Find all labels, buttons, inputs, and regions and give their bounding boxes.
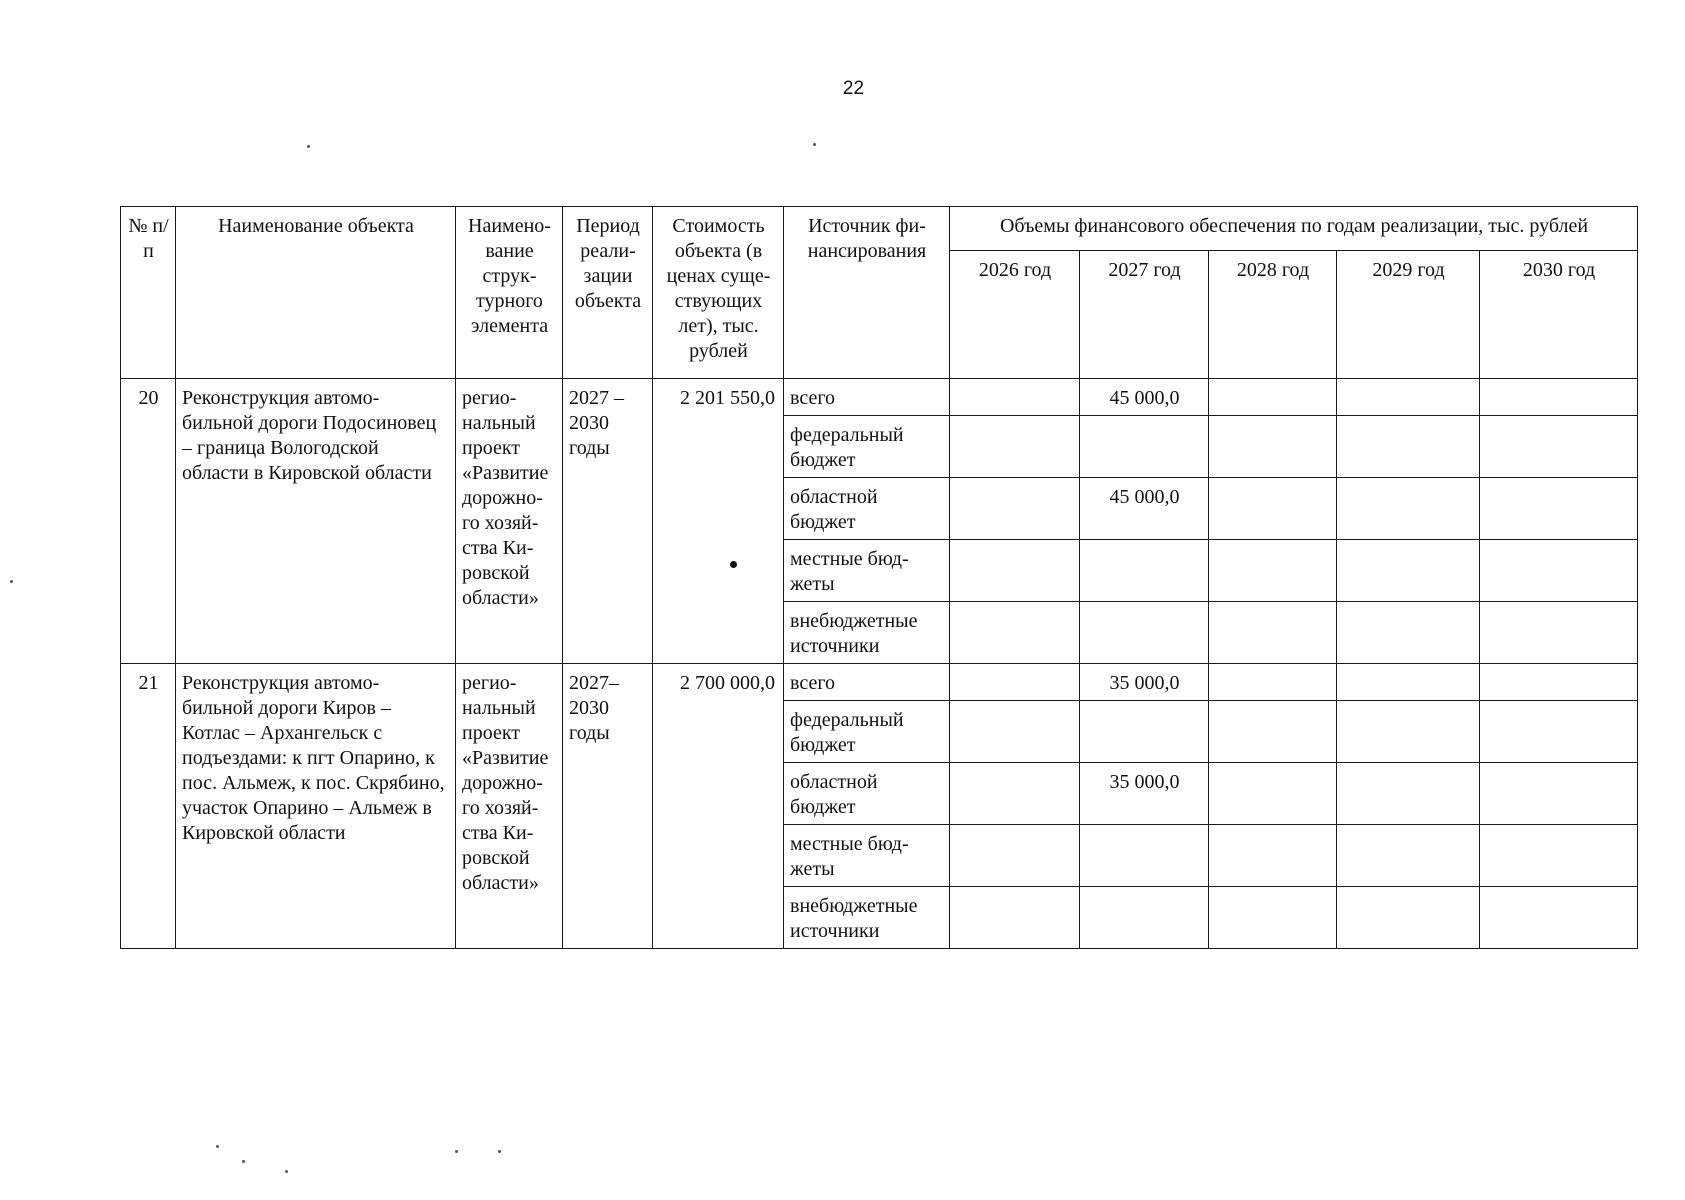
header-cost: Стоимость объекта (в ценах суще-ствующих лет), тыс. рублей: [653, 207, 784, 379]
header-period: Период реали-зации объекта: [563, 207, 653, 379]
value-cell: [1209, 478, 1337, 540]
value-cell: [1080, 825, 1209, 887]
value-cell: [950, 664, 1080, 701]
row-cost: 2 201 550,0: [653, 379, 784, 664]
value-cell: [1209, 825, 1337, 887]
scan-speck: [10, 580, 13, 583]
value-cell: [1337, 701, 1480, 763]
value-cell: [1337, 379, 1480, 416]
value-cell: [1337, 825, 1480, 887]
table-row: [121, 379, 1638, 416]
row-name: Реконструкция автомо-бильной дороги Подосиновец – граница Вологодской области в Кировской области: [176, 379, 456, 664]
value-cell: [1080, 701, 1209, 763]
header-volumes: Объемы финансового обеспечения по годам реализации, тыс. рублей: [950, 207, 1638, 251]
header-structural: Наимено-вание струк-турного элемента: [456, 207, 563, 379]
source-label: местные бюд-жеты: [784, 540, 950, 602]
row-structural: регио-нальный проект «Развитие дорожно-го хозяй-ства Ки-ровской области»: [456, 379, 563, 664]
value-cell: [1480, 478, 1638, 540]
value-cell: [1080, 887, 1209, 949]
header-year: 2026 год: [950, 251, 1080, 379]
value-cell: [950, 602, 1080, 664]
scan-speck: [307, 145, 310, 148]
header-source: Источник фи-нансирования: [784, 207, 950, 379]
value-cell: [1337, 763, 1480, 825]
value-cell: [1480, 763, 1638, 825]
table-row: [121, 664, 1638, 701]
source-label: областной бюджет: [784, 763, 950, 825]
value-cell: [1337, 887, 1480, 949]
value-cell: [1209, 887, 1337, 949]
source-label: всего: [784, 379, 950, 416]
scan-speck: [498, 1150, 501, 1153]
value-cell: [1337, 416, 1480, 478]
value-cell: [950, 416, 1080, 478]
header-name: Наименование объекта: [176, 207, 456, 379]
value-cell: 45 000,0: [1080, 379, 1209, 416]
source-label: местные бюд-жеты: [784, 825, 950, 887]
value-cell: [1209, 540, 1337, 602]
value-cell: [1209, 602, 1337, 664]
value-cell: [1080, 540, 1209, 602]
row-period: 2027 – 2030 годы: [563, 379, 653, 664]
value-cell: [1209, 664, 1337, 701]
row-cost: 2 700 000,0: [653, 664, 784, 949]
value-cell: [950, 887, 1080, 949]
row-num: 20: [121, 379, 176, 664]
header-num: № п/п: [121, 207, 176, 379]
bullet-mark: [730, 561, 737, 568]
value-cell: [950, 478, 1080, 540]
row-period: 2027– 2030 годы: [563, 664, 653, 949]
value-cell: [1337, 540, 1480, 602]
scan-speck: [455, 1150, 458, 1153]
value-cell: [1337, 478, 1480, 540]
value-cell: [950, 701, 1080, 763]
scan-speck: [216, 1145, 219, 1148]
value-cell: [1480, 540, 1638, 602]
value-cell: [1480, 701, 1638, 763]
value-cell: [1080, 602, 1209, 664]
value-cell: [1480, 416, 1638, 478]
value-cell: [1209, 701, 1337, 763]
value-cell: [950, 379, 1080, 416]
value-cell: [1209, 763, 1337, 825]
value-cell: [1337, 664, 1480, 701]
value-cell: [1209, 379, 1337, 416]
row-structural: регио-нальный проект «Развитие дорожно-го хозяй-ства Ки-ровской области»: [456, 664, 563, 949]
value-cell: 35 000,0: [1080, 763, 1209, 825]
header-year: 2029 год: [1337, 251, 1480, 379]
value-cell: [1480, 664, 1638, 701]
value-cell: [1480, 379, 1638, 416]
source-label: внебюджетные источники: [784, 887, 950, 949]
value-cell: [950, 763, 1080, 825]
value-cell: 35 000,0: [1080, 664, 1209, 701]
value-cell: [1480, 825, 1638, 887]
row-name: Реконструкция автомо-бильной дороги Киров – Котлас – Архангельск с подъездами: к пгт Опарино, к пос. Альмеж, к пос. Скрябино, участок Опарино – Альмеж в Кировской области: [176, 664, 456, 949]
header-row: [121, 207, 1638, 251]
source-label: областной бюджет: [784, 478, 950, 540]
header-year: 2027 год: [1080, 251, 1209, 379]
scan-speck: [242, 1160, 245, 1163]
scan-speck: [813, 143, 816, 146]
value-cell: [1080, 416, 1209, 478]
scan-speck: [285, 1170, 288, 1173]
header-year: 2030 год: [1480, 251, 1638, 379]
value-cell: [1209, 416, 1337, 478]
source-label: внебюджетные источники: [784, 602, 950, 664]
financing-table: [120, 206, 1638, 949]
value-cell: 45 000,0: [1080, 478, 1209, 540]
page-number: 22: [842, 78, 865, 99]
source-label: федеральный бюджет: [784, 416, 950, 478]
value-cell: [950, 825, 1080, 887]
value-cell: [1480, 602, 1638, 664]
source-label: всего: [784, 664, 950, 701]
row-num: 21: [121, 664, 176, 949]
value-cell: [950, 540, 1080, 602]
source-label: федеральный бюджет: [784, 701, 950, 763]
value-cell: [1337, 602, 1480, 664]
header-year: 2028 год: [1209, 251, 1337, 379]
value-cell: [1480, 887, 1638, 949]
